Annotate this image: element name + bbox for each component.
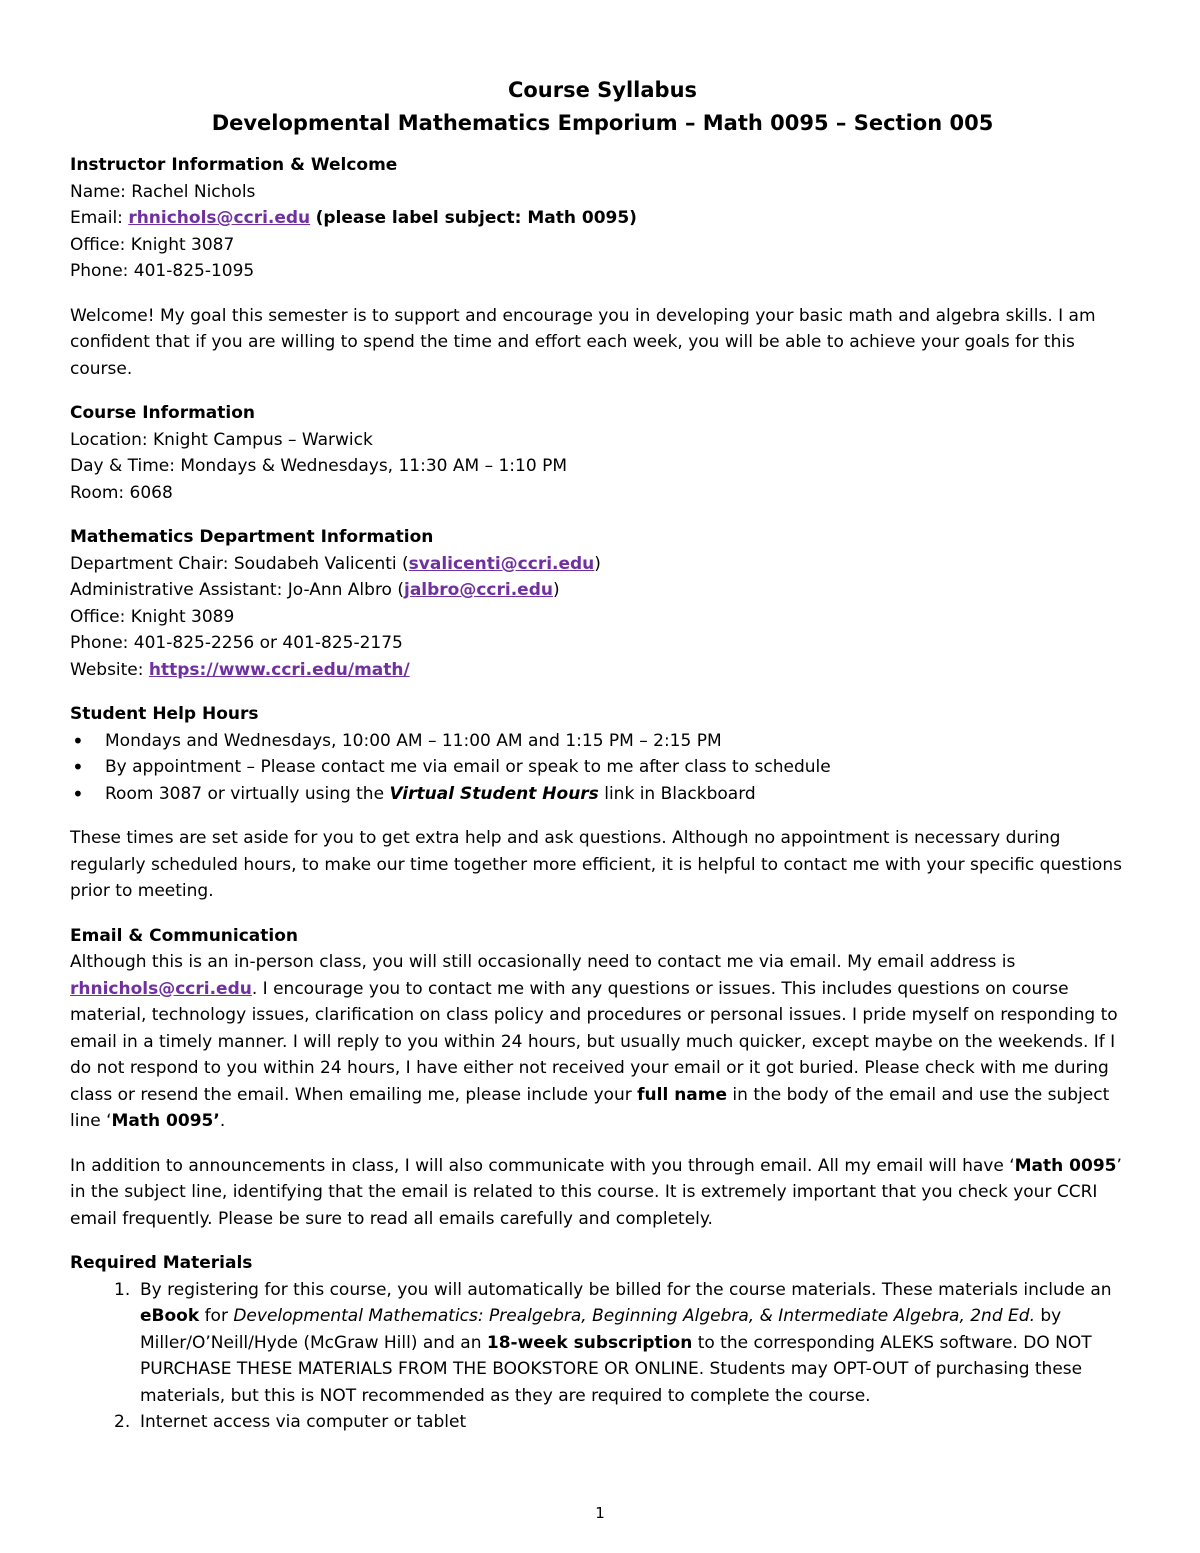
course-room: Room: 6068	[70, 482, 173, 503]
help-hours-section	[70, 701, 1135, 807]
dept-assistant	[70, 577, 1135, 604]
website-label: Website:	[70, 659, 144, 680]
p1-c: in the body of the email and use the subject line ‘	[70, 1084, 1110, 1131]
email-comm-link[interactable]: rhnichols@ccri.edu	[70, 978, 252, 999]
instructor-email	[70, 205, 1135, 232]
page-subtitle: Developmental Mathematics Emporium – Math 0095 – Section 005	[211, 111, 994, 135]
email-comm-paragraph-1	[70, 949, 1135, 1135]
i1-a: By registering for this course, you will automatically be billed for the course materials. These materials include an	[140, 1279, 1112, 1300]
dept-info-heading: Mathematics Department Information	[70, 527, 434, 547]
email-note: (please label subject: Math 0095)	[315, 208, 637, 228]
item-number: 1.	[114, 1279, 131, 1300]
course-info-heading: Course Information	[70, 403, 256, 423]
materials-list	[70, 1277, 1135, 1436]
course-day-time: Day & Time: Mondays & Wednesdays, 11:30 AM – 1:10 PM	[70, 456, 567, 476]
i1-b: for	[204, 1306, 228, 1326]
item3-post: link in Blackboard	[604, 783, 756, 804]
instructor-email-link[interactable]: rhnichols@ccri.edu	[128, 208, 311, 228]
syllabus-page	[70, 74, 1135, 1454]
ebook-text: eBook	[140, 1306, 200, 1326]
i1-c: by Miller/O’Neill/Hyde (McGraw Hill) and an	[140, 1306, 1062, 1353]
dept-phone: Phone: 401-825-2256 or 401-825-2175	[70, 633, 403, 653]
materials-heading: Required Materials	[70, 1253, 253, 1273]
help-hours-note: These times are set aside for you to get extra help and ask questions. Although no appointment is necessary during regularly scheduled hours, to make our time together more efficient, it is helpful to contact me with your specific questions prior to meeting.	[70, 828, 1122, 901]
dept-chair-email-link[interactable]: svalicenti@ccri.edu	[408, 553, 595, 574]
course-info-section	[70, 400, 1135, 506]
full-name-text: full name	[637, 1084, 728, 1105]
dept-website-link[interactable]: https://www.ccri.edu/math/	[148, 659, 410, 680]
p1-d: .	[219, 1111, 226, 1131]
dept-chair	[70, 551, 1135, 578]
virtual-student-hours-text: Virtual Student Hours	[389, 783, 599, 804]
email-comm-section	[70, 923, 1135, 1135]
name-label: Name:	[70, 181, 126, 202]
list-item	[70, 1277, 1135, 1410]
close-paren: )	[552, 580, 560, 600]
instructor-name	[70, 179, 1135, 206]
phone-label: Phone:	[70, 261, 129, 281]
instructor-office	[70, 232, 1135, 259]
instructor-heading: Instructor Information & Welcome	[70, 155, 398, 175]
help-hours-heading: Student Help Hours	[70, 704, 259, 724]
list-item: • By appointment – Please contact me via email or speak to me after class to schedule	[70, 754, 1135, 781]
p1-b: . I encourage you to contact me with any questions or issues. This includes questions on course material, technology issues, clarification on class policy and procedures or personal issues. I pride myself on responding to email in a timely manner. I will reply to you within 24 hours, but usually much quicker, except maybe on the weekends. If I do not respond to you within 24 hours, I have either not received your email or it got buried. Please check with me during class or resend the email. When emailing me, please include your	[70, 978, 1118, 1105]
dept-assistant-email-link[interactable]: jalbro@ccri.edu	[404, 580, 553, 600]
office-value: Knight 3087	[130, 234, 235, 255]
i1-d: to the corresponding ALEKS software. DO NOT PURCHASE THESE MATERIALS FROM THE BOOKSTORE OR ONLINE. Students may OPT-OUT of purchasing these materials, but this is NOT recommended as they are required to complete the course.	[140, 1332, 1092, 1406]
item-number: 2.	[114, 1412, 131, 1432]
item3-pre: Room 3087 or virtually using the	[105, 783, 385, 804]
subscription-text: 18-week subscription	[486, 1332, 693, 1353]
p1-a: Although this is an in-person class, you will still occasionally need to contact me via email. My email address is	[70, 952, 1016, 972]
office-label: Office:	[70, 234, 126, 255]
textbook-title: Developmental Mathematics: Prealgebra, Beginning Algebra, & Intermediate Algebra, 2nd Ed.	[233, 1306, 1035, 1326]
i2: Internet access via computer or tablet	[140, 1412, 467, 1432]
dept-website	[70, 657, 1135, 684]
course-location: Location: Knight Campus – Warwick	[70, 429, 373, 450]
dept-chair-text: Department Chair: Soudabeh Valicenti (	[70, 553, 409, 574]
dept-office: Office: Knight 3089	[70, 606, 235, 627]
materials-section	[70, 1250, 1135, 1436]
welcome-paragraph: Welcome! My goal this semester is to support and encourage you in developing your basic math and algebra skills. I am confident that if you are willing to spend the time and effort each week, you will be able to achieve your goals for this course.	[70, 305, 1096, 379]
email-comm-heading: Email & Communication	[70, 925, 299, 946]
phone-value: 401-825-1095	[133, 261, 255, 281]
dept-assistant-text: Administrative Assistant: Jo-Ann Albro (	[70, 580, 404, 600]
dept-info-section	[70, 524, 1135, 683]
instructor-phone	[70, 258, 1135, 285]
p2-a: In addition to announcements in class, I will also communicate with you through email. All my email will have ‘	[70, 1155, 1015, 1176]
email-comm-paragraph-2	[70, 1153, 1135, 1233]
name-value: Rachel Nichols	[131, 181, 256, 202]
instructor-section	[70, 152, 1135, 285]
page-title: Course Syllabus	[507, 78, 698, 102]
subject-line-text: Math 0095’	[111, 1111, 220, 1131]
list-item	[70, 1409, 1135, 1436]
p2-bold: Math 0095	[1014, 1155, 1117, 1176]
help-hours-list	[70, 728, 1135, 808]
close-paren: )	[594, 553, 601, 574]
list-item	[70, 781, 1135, 808]
list-item: • Mondays and Wednesdays, 10:00 AM – 11:00 AM and 1:15 PM – 2:15 PM	[70, 728, 1135, 755]
page-number: 1	[595, 1504, 605, 1522]
email-label: Email:	[70, 208, 123, 228]
p2-b: ’ in the subject line, identifying that the email is related to this course. It is extremely important that you check your CCRI email frequently. Please be sure to read all emails carefully and completely.	[70, 1155, 1122, 1229]
